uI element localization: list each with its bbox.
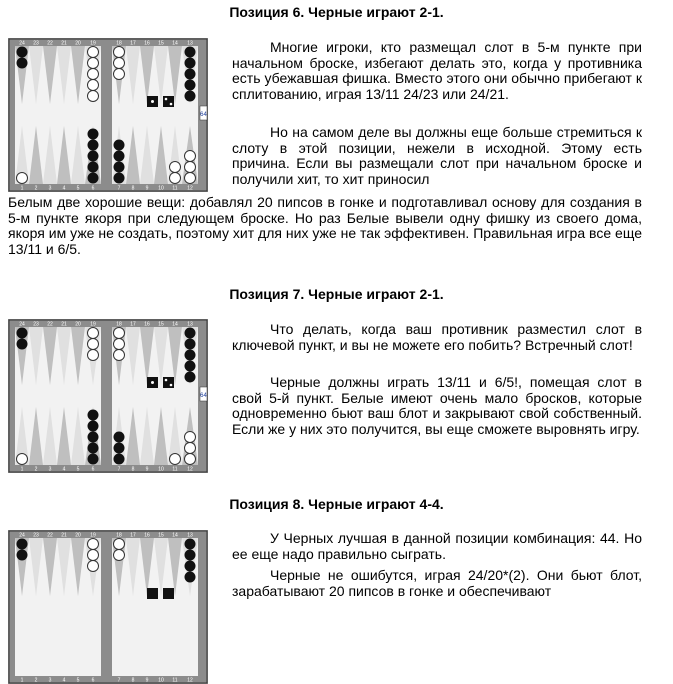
point-number-top: 13 [187, 532, 193, 539]
point-number-bottom: 1 [20, 677, 24, 684]
point-number-bottom: 11 [172, 466, 178, 473]
point-number-bottom: 11 [172, 677, 178, 684]
point-number-bottom: 10 [158, 677, 164, 684]
point-number-bottom: 10 [158, 466, 164, 473]
section-6-heading: Позиция 6. Черные играют 2-1. [229, 4, 444, 20]
section-6-paragraph-1: Многие игроки, кто размещал слот в 5-м пункте при начальном броске, избегают делать это, когда у противника есть убежавшая фишка. Вместо этого они обычно прибегают к сплитованию, играя 13/11 24/23 или 24/21. [232, 39, 642, 102]
point-number-bottom: 9 [145, 185, 149, 192]
point-number-bottom: 5 [76, 466, 80, 473]
point-number-bottom: 2 [34, 466, 38, 473]
point-number-top: 21 [61, 532, 67, 539]
point-number-top: 24 [19, 40, 25, 47]
point-number-top: 15 [158, 40, 164, 47]
point-number-bottom: 10 [158, 185, 164, 192]
point-number-bottom: 7 [117, 677, 121, 684]
doubling-cube-value: 64 [200, 393, 207, 399]
section-7-paragraph-1: Что делать, когда ваш противник разместил слот в ключевой пункт, и вы не можете его побить? Встречный слот! [232, 321, 642, 353]
point-number-bottom: 6 [91, 466, 95, 473]
point-number-top: 18 [116, 321, 122, 328]
section-8-heading: Позиция 8. Черные играют 4-4. [229, 496, 444, 512]
point-number-bottom: 12 [187, 677, 193, 684]
point-number-top: 22 [47, 532, 53, 539]
point-number-bottom: 6 [91, 677, 95, 684]
point-number-top: 16 [144, 532, 150, 539]
point-number-bottom: 11 [172, 185, 178, 192]
point-number-bottom: 8 [131, 677, 135, 684]
point-number-top: 19 [90, 40, 96, 47]
section-8-paragraph-1: У Черных лучшая в данной позиции комбинация: 44. Но ее еще надо правильно сыграть. [232, 530, 642, 562]
point-number-top: 17 [130, 321, 136, 328]
doubling-cube-value: 64 [200, 112, 207, 118]
point-number-top: 17 [130, 532, 136, 539]
point-number-bottom: 7 [117, 466, 121, 473]
point-number-top: 15 [158, 532, 164, 539]
point-number-bottom: 8 [131, 185, 135, 192]
point-number-top: 15 [158, 321, 164, 328]
board-diagram [8, 319, 208, 473]
point-number-top: 20 [75, 532, 81, 539]
backgammon-board-position-8 [8, 530, 208, 684]
point-number-top: 21 [61, 40, 67, 47]
point-number-bottom: 4 [62, 466, 66, 473]
point-number-bottom: 5 [76, 677, 80, 684]
point-number-bottom: 9 [145, 677, 149, 684]
point-number-bottom: 9 [145, 466, 149, 473]
point-number-top: 14 [172, 532, 178, 539]
point-number-top: 22 [47, 321, 53, 328]
point-number-top: 22 [47, 40, 53, 47]
point-number-bottom: 12 [187, 185, 193, 192]
board-diagram [8, 530, 208, 684]
point-number-top: 19 [90, 532, 96, 539]
section-6-paragraph-3: Белым две хорошие вещи: добавлял 20 пипсов в гонке и подготавливал основу для создания в 5-м пункте якоря при следующем броске. Но раз Белые вывели одну фишку из своего дома, якоря им уже не создать, поэтому хит для них уже не так эффективен. Правильная игра все еще 13/11 и 6/5. [8, 194, 642, 257]
section-6-paragraph-2: Но на самом деле вы должны еще больше стремиться к слоту в этой позиции, нежели в исходной. Этому есть причина. Если вы размещали слот при начальном броске и получили хит, то хит приносил [232, 124, 642, 187]
point-number-bottom: 5 [76, 185, 80, 192]
section-8-paragraph-2: Черные не ошибутся, играя 24/20*(2). Они бьют блот, зарабатывают 20 пипсов в гонке и обеспечивают [232, 567, 642, 599]
point-number-top: 16 [144, 321, 150, 328]
point-number-bottom: 4 [62, 185, 66, 192]
point-number-bottom: 1 [20, 466, 24, 473]
point-number-top: 24 [19, 532, 25, 539]
point-number-bottom: 6 [91, 185, 95, 192]
point-number-bottom: 7 [117, 185, 121, 192]
point-number-top: 23 [33, 40, 39, 47]
point-number-top: 23 [33, 321, 39, 328]
point-number-bottom: 2 [34, 185, 38, 192]
point-number-bottom: 8 [131, 466, 135, 473]
point-number-top: 16 [144, 40, 150, 47]
point-number-top: 14 [172, 40, 178, 47]
point-number-top: 20 [75, 40, 81, 47]
point-number-bottom: 1 [20, 185, 24, 192]
section-7-heading: Позиция 7. Черные играют 2-1. [229, 286, 444, 302]
point-number-bottom: 3 [48, 677, 52, 684]
point-number-bottom: 4 [62, 677, 66, 684]
point-number-bottom: 2 [34, 677, 38, 684]
backgammon-board-position-6 [8, 38, 208, 192]
point-number-top: 23 [33, 532, 39, 539]
point-number-top: 24 [19, 321, 25, 328]
point-number-bottom: 3 [48, 185, 52, 192]
section-7-paragraph-2: Черные должны играть 13/11 и 6/5!, помещая слот в свой 5-й пункт. Белые имеют очень мало бросков, которые одновременно бьют ваш блот и закрывают свой собственный. Если же у них это получится, вы еще сможете выровнять игру. [232, 374, 642, 437]
point-number-bottom: 12 [187, 466, 193, 473]
point-number-top: 18 [116, 40, 122, 47]
point-number-top: 13 [187, 321, 193, 328]
point-number-top: 17 [130, 40, 136, 47]
point-number-top: 21 [61, 321, 67, 328]
point-number-bottom: 3 [48, 466, 52, 473]
point-number-top: 20 [75, 321, 81, 328]
board-diagram [8, 38, 208, 192]
point-number-top: 19 [90, 321, 96, 328]
point-number-top: 13 [187, 40, 193, 47]
backgammon-board-position-7 [8, 319, 208, 473]
point-number-top: 18 [116, 532, 122, 539]
point-number-top: 14 [172, 321, 178, 328]
